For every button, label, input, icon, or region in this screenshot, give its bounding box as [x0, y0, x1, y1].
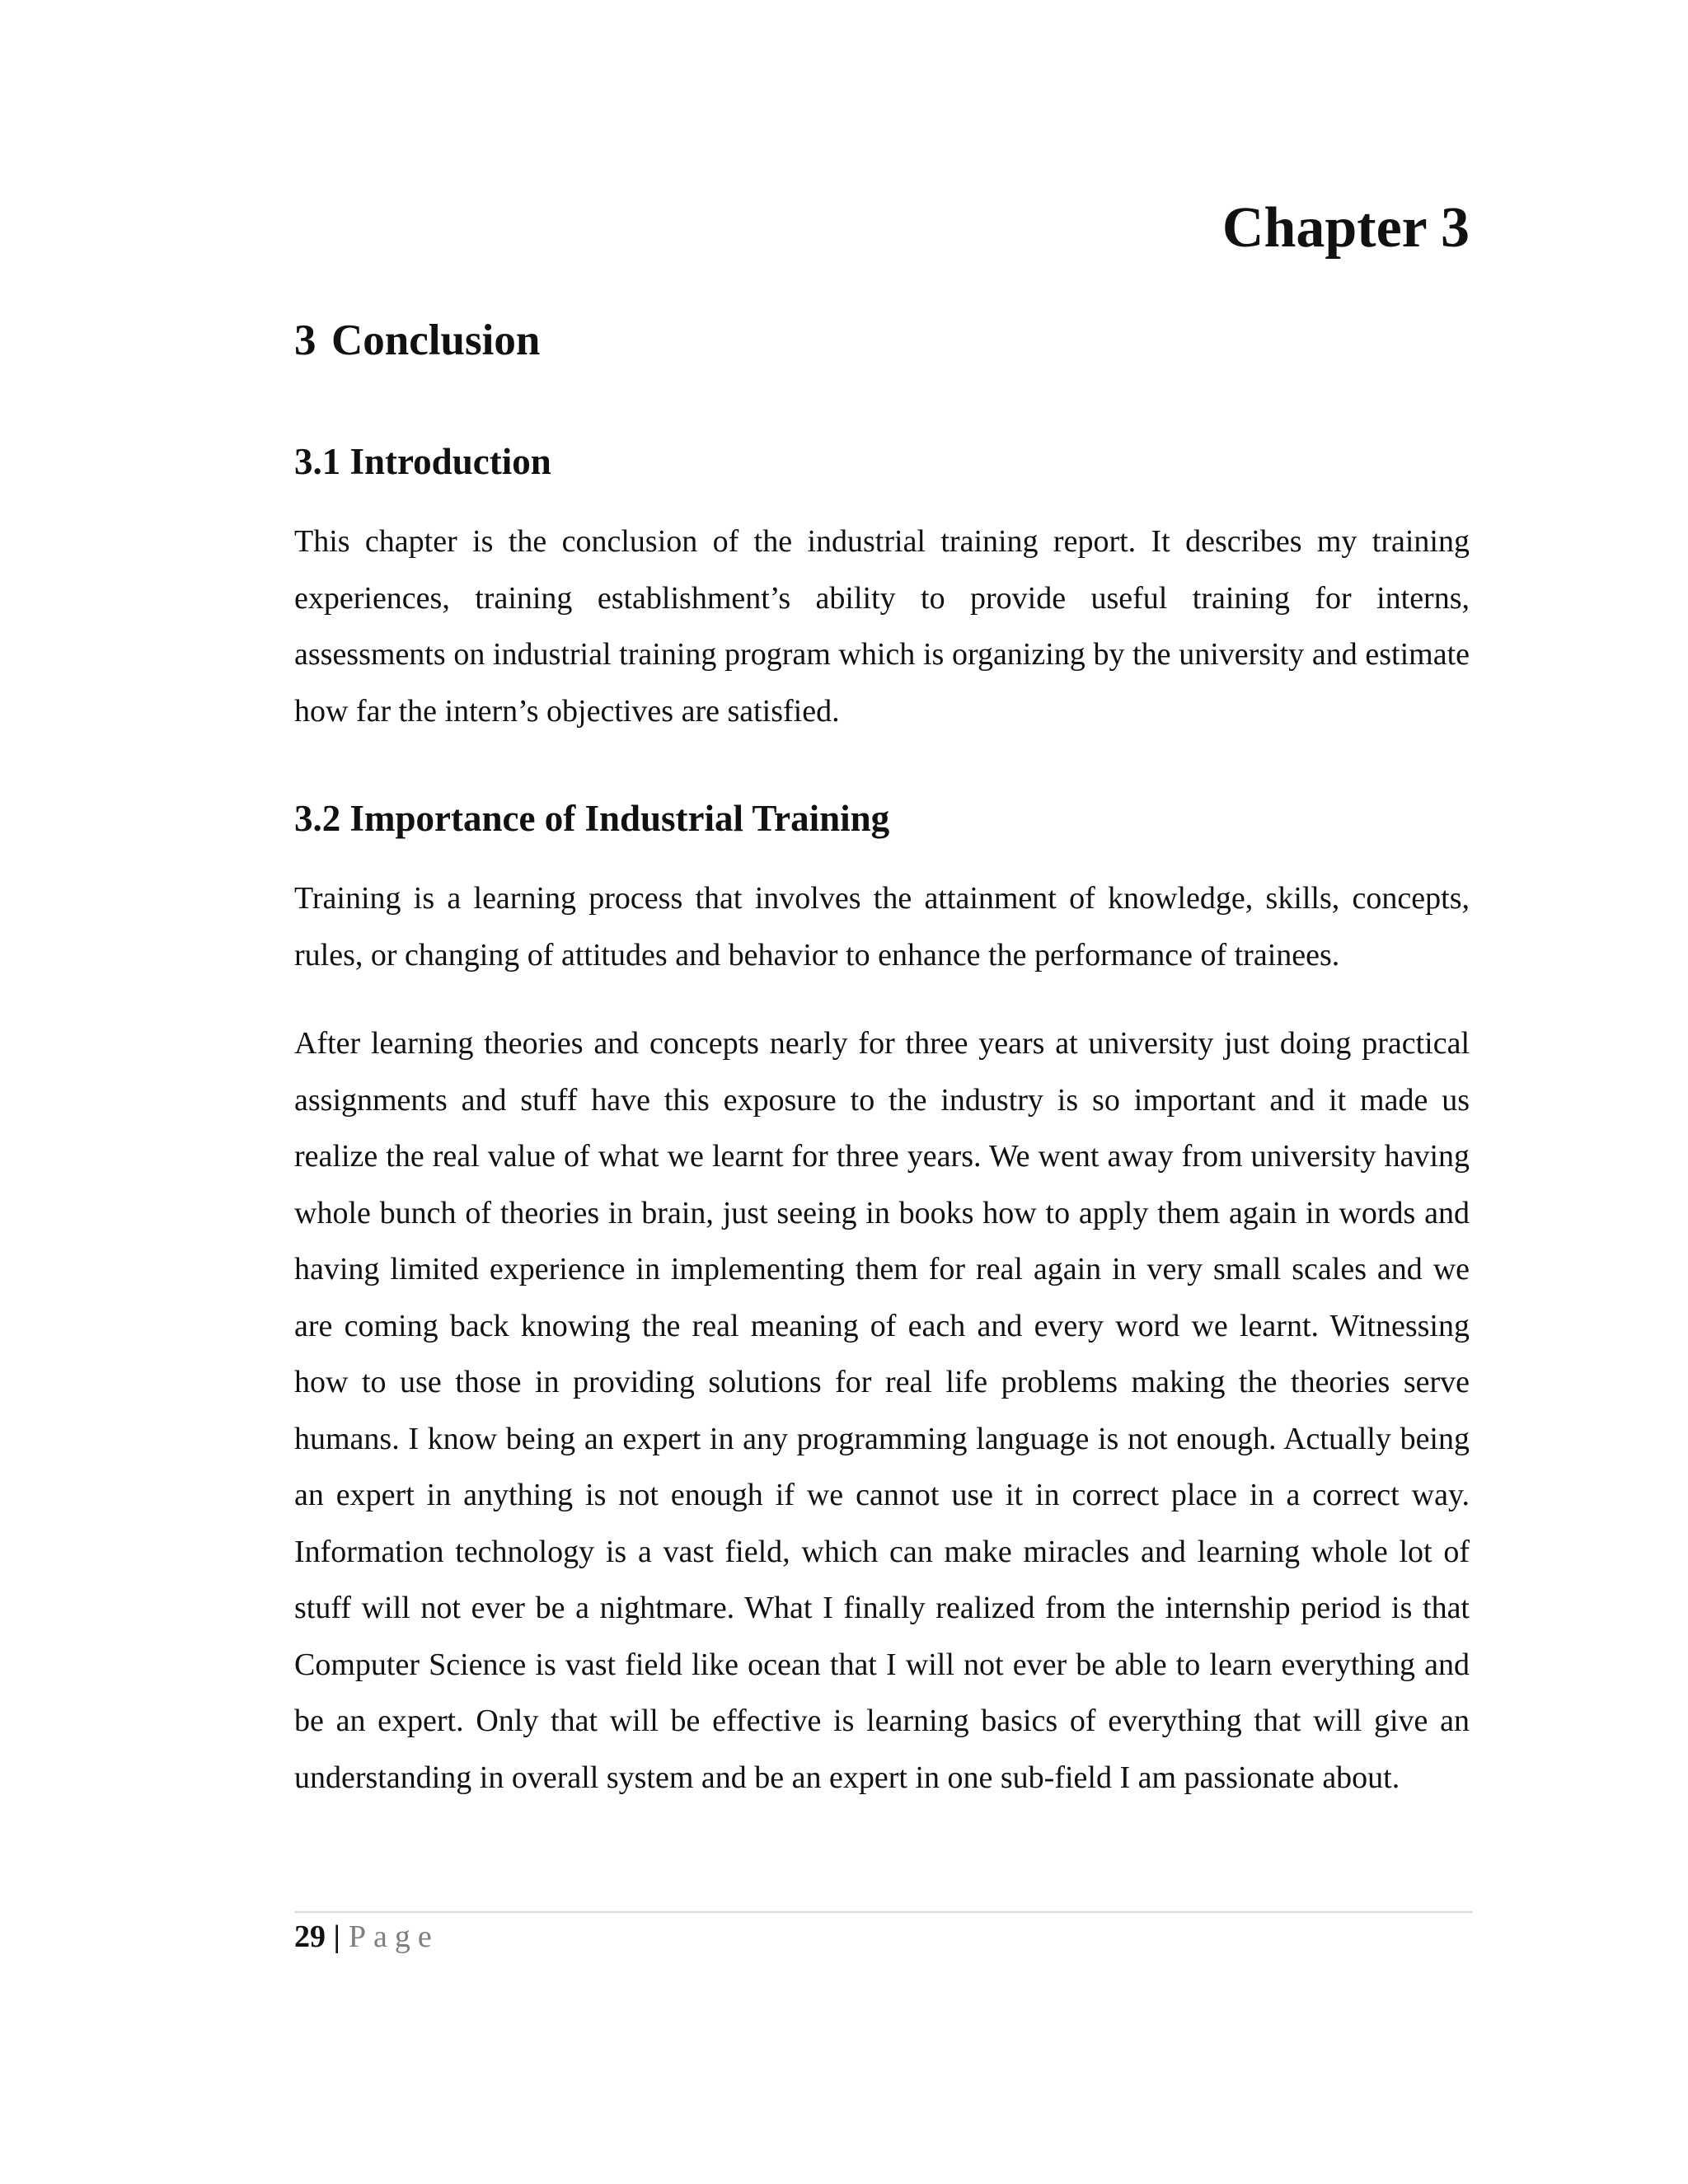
subsection-title-introduction: 3.1 Introduction [294, 441, 551, 482]
section-title [294, 312, 540, 369]
footer-divider [294, 1911, 1473, 1913]
footer-separator: | [333, 1919, 340, 1954]
importance-paragraph-1: Training is a learning process that involves the attainment of knowledge, skills, concepts, rules, or changing of attitudes and behavior to enhance the performance of trainees. [294, 881, 1470, 972]
introduction-paragraph: This chapter is the conclusion of the industrial training report. It describes my training experiences, training establishment’s ability to provide useful training for interns, assessments on industrial training program which is organizing by the university and estimate how far the intern’s objectives are satisfied. [294, 524, 1470, 729]
chapter-title: Chapter 3 [1221, 196, 1470, 260]
page-label: Page [348, 1919, 439, 1954]
document-page [294, 0, 1470, 2184]
section-number: 3 [294, 316, 316, 364]
page-number: 29 [294, 1919, 326, 1954]
section-title-text: Conclusion [331, 316, 541, 364]
subsection-title-importance: 3.2 Importance of Industrial Training [294, 798, 890, 839]
page-footer [294, 1914, 439, 1960]
importance-paragraph-2: After learning theories and concepts nearly for three years at university just doing practical assignments and stuff have this exposure to the industry is so important and it made us realize the real value of what we learnt for three years. We went away from university having whole bunch of theories in brain, just seeing in books how to apply them again in words and having limited experience in implementing them for real again in very small scales and we are coming back knowing the real meaning of each and every word we learnt. Witnessing how to use those in providing solutions for real life problems making the theories serve humans. I know being an expert in any programming language is not enough. Actually being an expert in anything is not enough if we cannot use it in correct place in a correct way. Information technology is a vast field, which can make miracles and learning whole lot of stuff will not ever be a nightmare. What I finally realized from the internship period is that Computer Science is vast field like ocean that I will not ever be able to learn everything and be an expert. Only that will be effective is learning basics of everything that will give an understanding in overall system and be an expert in one sub-field I am passionate about. [294, 1026, 1470, 1795]
